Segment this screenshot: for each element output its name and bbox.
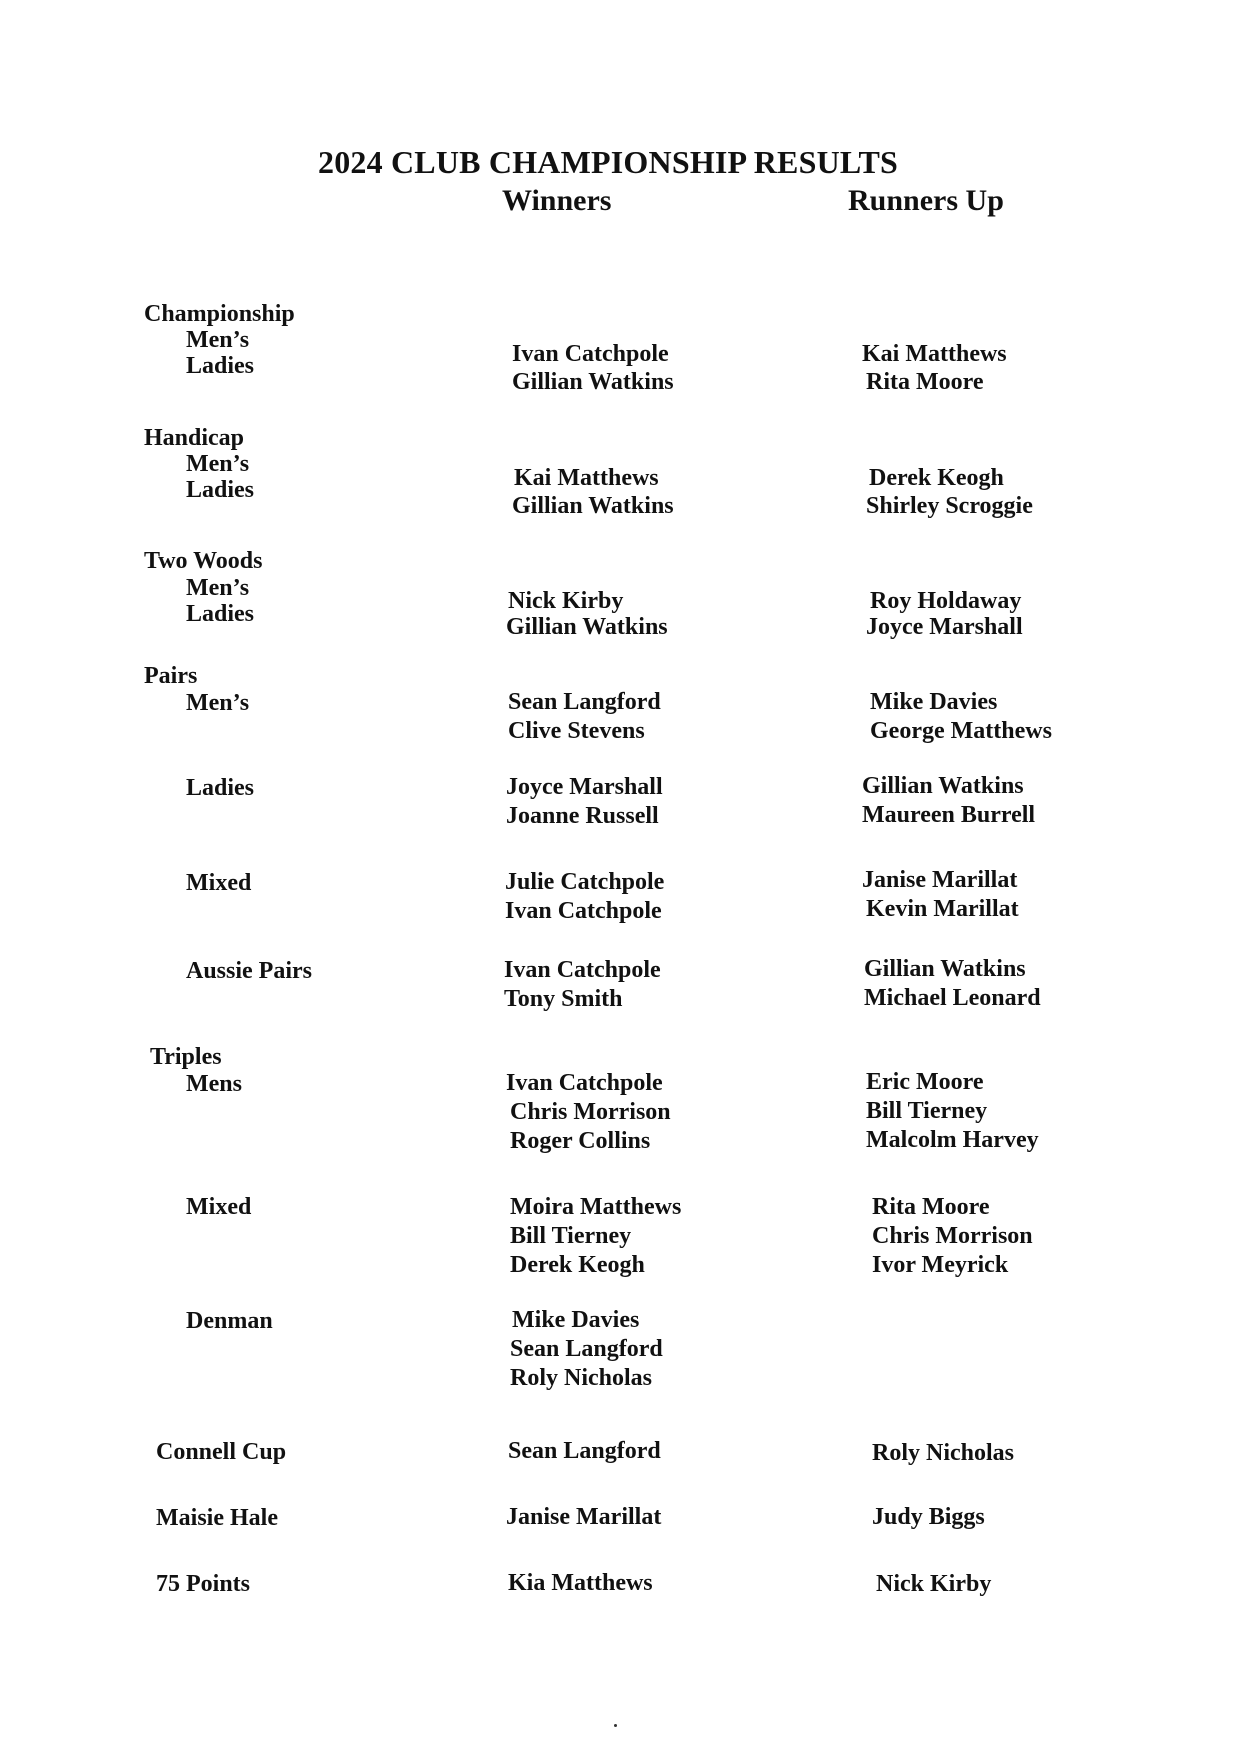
winner-name: Sean Langford bbox=[510, 1336, 663, 1362]
runner-up-name: Eric Moore bbox=[866, 1069, 984, 1095]
runner-up-name: Maureen Burrell bbox=[862, 802, 1036, 828]
event-label: Ladies bbox=[186, 601, 255, 627]
runner-up-name: Gillian Watkins bbox=[862, 773, 1024, 799]
runner-up-name: George Matthews bbox=[870, 718, 1052, 744]
category-label: Pairs bbox=[144, 663, 198, 689]
event-label: Aussie Pairs bbox=[186, 958, 312, 984]
runner-up-name: Derek Keogh bbox=[869, 465, 1004, 491]
runner-up-name: Nick Kirby bbox=[876, 1571, 992, 1597]
runners-up-heading: Runners Up bbox=[848, 184, 1004, 217]
category-label: Two Woods bbox=[144, 548, 263, 574]
runner-up-name: Ivor Meyrick bbox=[872, 1252, 1009, 1278]
runner-up-name: Michael Leonard bbox=[864, 985, 1041, 1011]
winner-name: Ivan Catchpole bbox=[505, 898, 662, 924]
event-label: Maisie Hale bbox=[156, 1505, 278, 1531]
winner-name: Mike Davies bbox=[512, 1307, 640, 1333]
winner-name: Moira Matthews bbox=[510, 1194, 682, 1220]
winner-name: Tony Smith bbox=[504, 986, 623, 1012]
event-label: Mixed bbox=[186, 870, 252, 896]
event-label: Ladies bbox=[186, 775, 255, 801]
winner-name: Roly Nicholas bbox=[510, 1365, 653, 1391]
runner-up-name: Rita Moore bbox=[872, 1194, 990, 1220]
category-label: Championship bbox=[144, 301, 295, 327]
winner-name: Gillian Watkins bbox=[512, 369, 674, 395]
event-label: Connell Cup bbox=[156, 1439, 287, 1465]
winner-name: Gillian Watkins bbox=[506, 614, 668, 640]
runner-up-name: Chris Morrison bbox=[872, 1223, 1033, 1249]
scan-speck bbox=[614, 1724, 617, 1727]
event-label: Men’s bbox=[186, 575, 250, 601]
event-label: Men’s bbox=[186, 327, 250, 353]
document-title: 2024 CLUB CHAMPIONSHIP RESULTS bbox=[318, 144, 899, 180]
runner-up-name: Roy Holdaway bbox=[870, 588, 1022, 614]
winner-name: Ivan Catchpole bbox=[512, 341, 669, 367]
event-label: Ladies bbox=[186, 353, 255, 379]
runner-up-name: Judy Biggs bbox=[872, 1504, 985, 1530]
winners-heading: Winners bbox=[502, 184, 612, 217]
winner-name: Kia Matthews bbox=[508, 1570, 653, 1596]
category-label: Triples bbox=[150, 1044, 222, 1070]
winner-name: Nick Kirby bbox=[508, 588, 624, 614]
winner-name: Sean Langford bbox=[508, 689, 661, 715]
runner-up-name: Malcolm Harvey bbox=[866, 1127, 1039, 1153]
winner-name: Roger Collins bbox=[510, 1128, 651, 1154]
winner-name: Clive Stevens bbox=[508, 718, 645, 744]
runner-up-name: Gillian Watkins bbox=[864, 956, 1026, 982]
winner-name: Derek Keogh bbox=[510, 1252, 645, 1278]
category-label: Handicap bbox=[144, 425, 245, 451]
runner-up-name: Roly Nicholas bbox=[872, 1440, 1015, 1466]
runner-up-name: Kai Matthews bbox=[862, 341, 1007, 367]
event-label: Ladies bbox=[186, 477, 255, 503]
runner-up-name: Kevin Marillat bbox=[866, 896, 1019, 922]
runner-up-name: Joyce Marshall bbox=[866, 614, 1023, 640]
winner-name: Sean Langford bbox=[508, 1438, 661, 1464]
winner-name: Ivan Catchpole bbox=[506, 1070, 663, 1096]
winner-name: Janise Marillat bbox=[506, 1504, 662, 1530]
event-label: Men’s bbox=[186, 451, 250, 477]
event-label: Mixed bbox=[186, 1194, 252, 1220]
winner-name: Gillian Watkins bbox=[512, 493, 674, 519]
runner-up-name: Mike Davies bbox=[870, 689, 998, 715]
event-label: 75 Points bbox=[156, 1571, 251, 1597]
runner-up-name: Shirley Scroggie bbox=[866, 493, 1033, 519]
runner-up-name: Rita Moore bbox=[866, 369, 984, 395]
winner-name: Julie Catchpole bbox=[505, 869, 665, 895]
runner-up-name: Bill Tierney bbox=[866, 1098, 988, 1124]
event-label: Denman bbox=[186, 1308, 273, 1334]
event-label: Men’s bbox=[186, 690, 250, 716]
runner-up-name: Janise Marillat bbox=[862, 867, 1018, 893]
winner-name: Kai Matthews bbox=[514, 465, 659, 491]
event-label: Mens bbox=[186, 1071, 242, 1097]
winner-name: Chris Morrison bbox=[510, 1099, 671, 1125]
winner-name: Bill Tierney bbox=[510, 1223, 632, 1249]
winner-name: Joyce Marshall bbox=[506, 774, 663, 800]
winner-name: Joanne Russell bbox=[506, 803, 659, 829]
winner-name: Ivan Catchpole bbox=[504, 957, 661, 983]
